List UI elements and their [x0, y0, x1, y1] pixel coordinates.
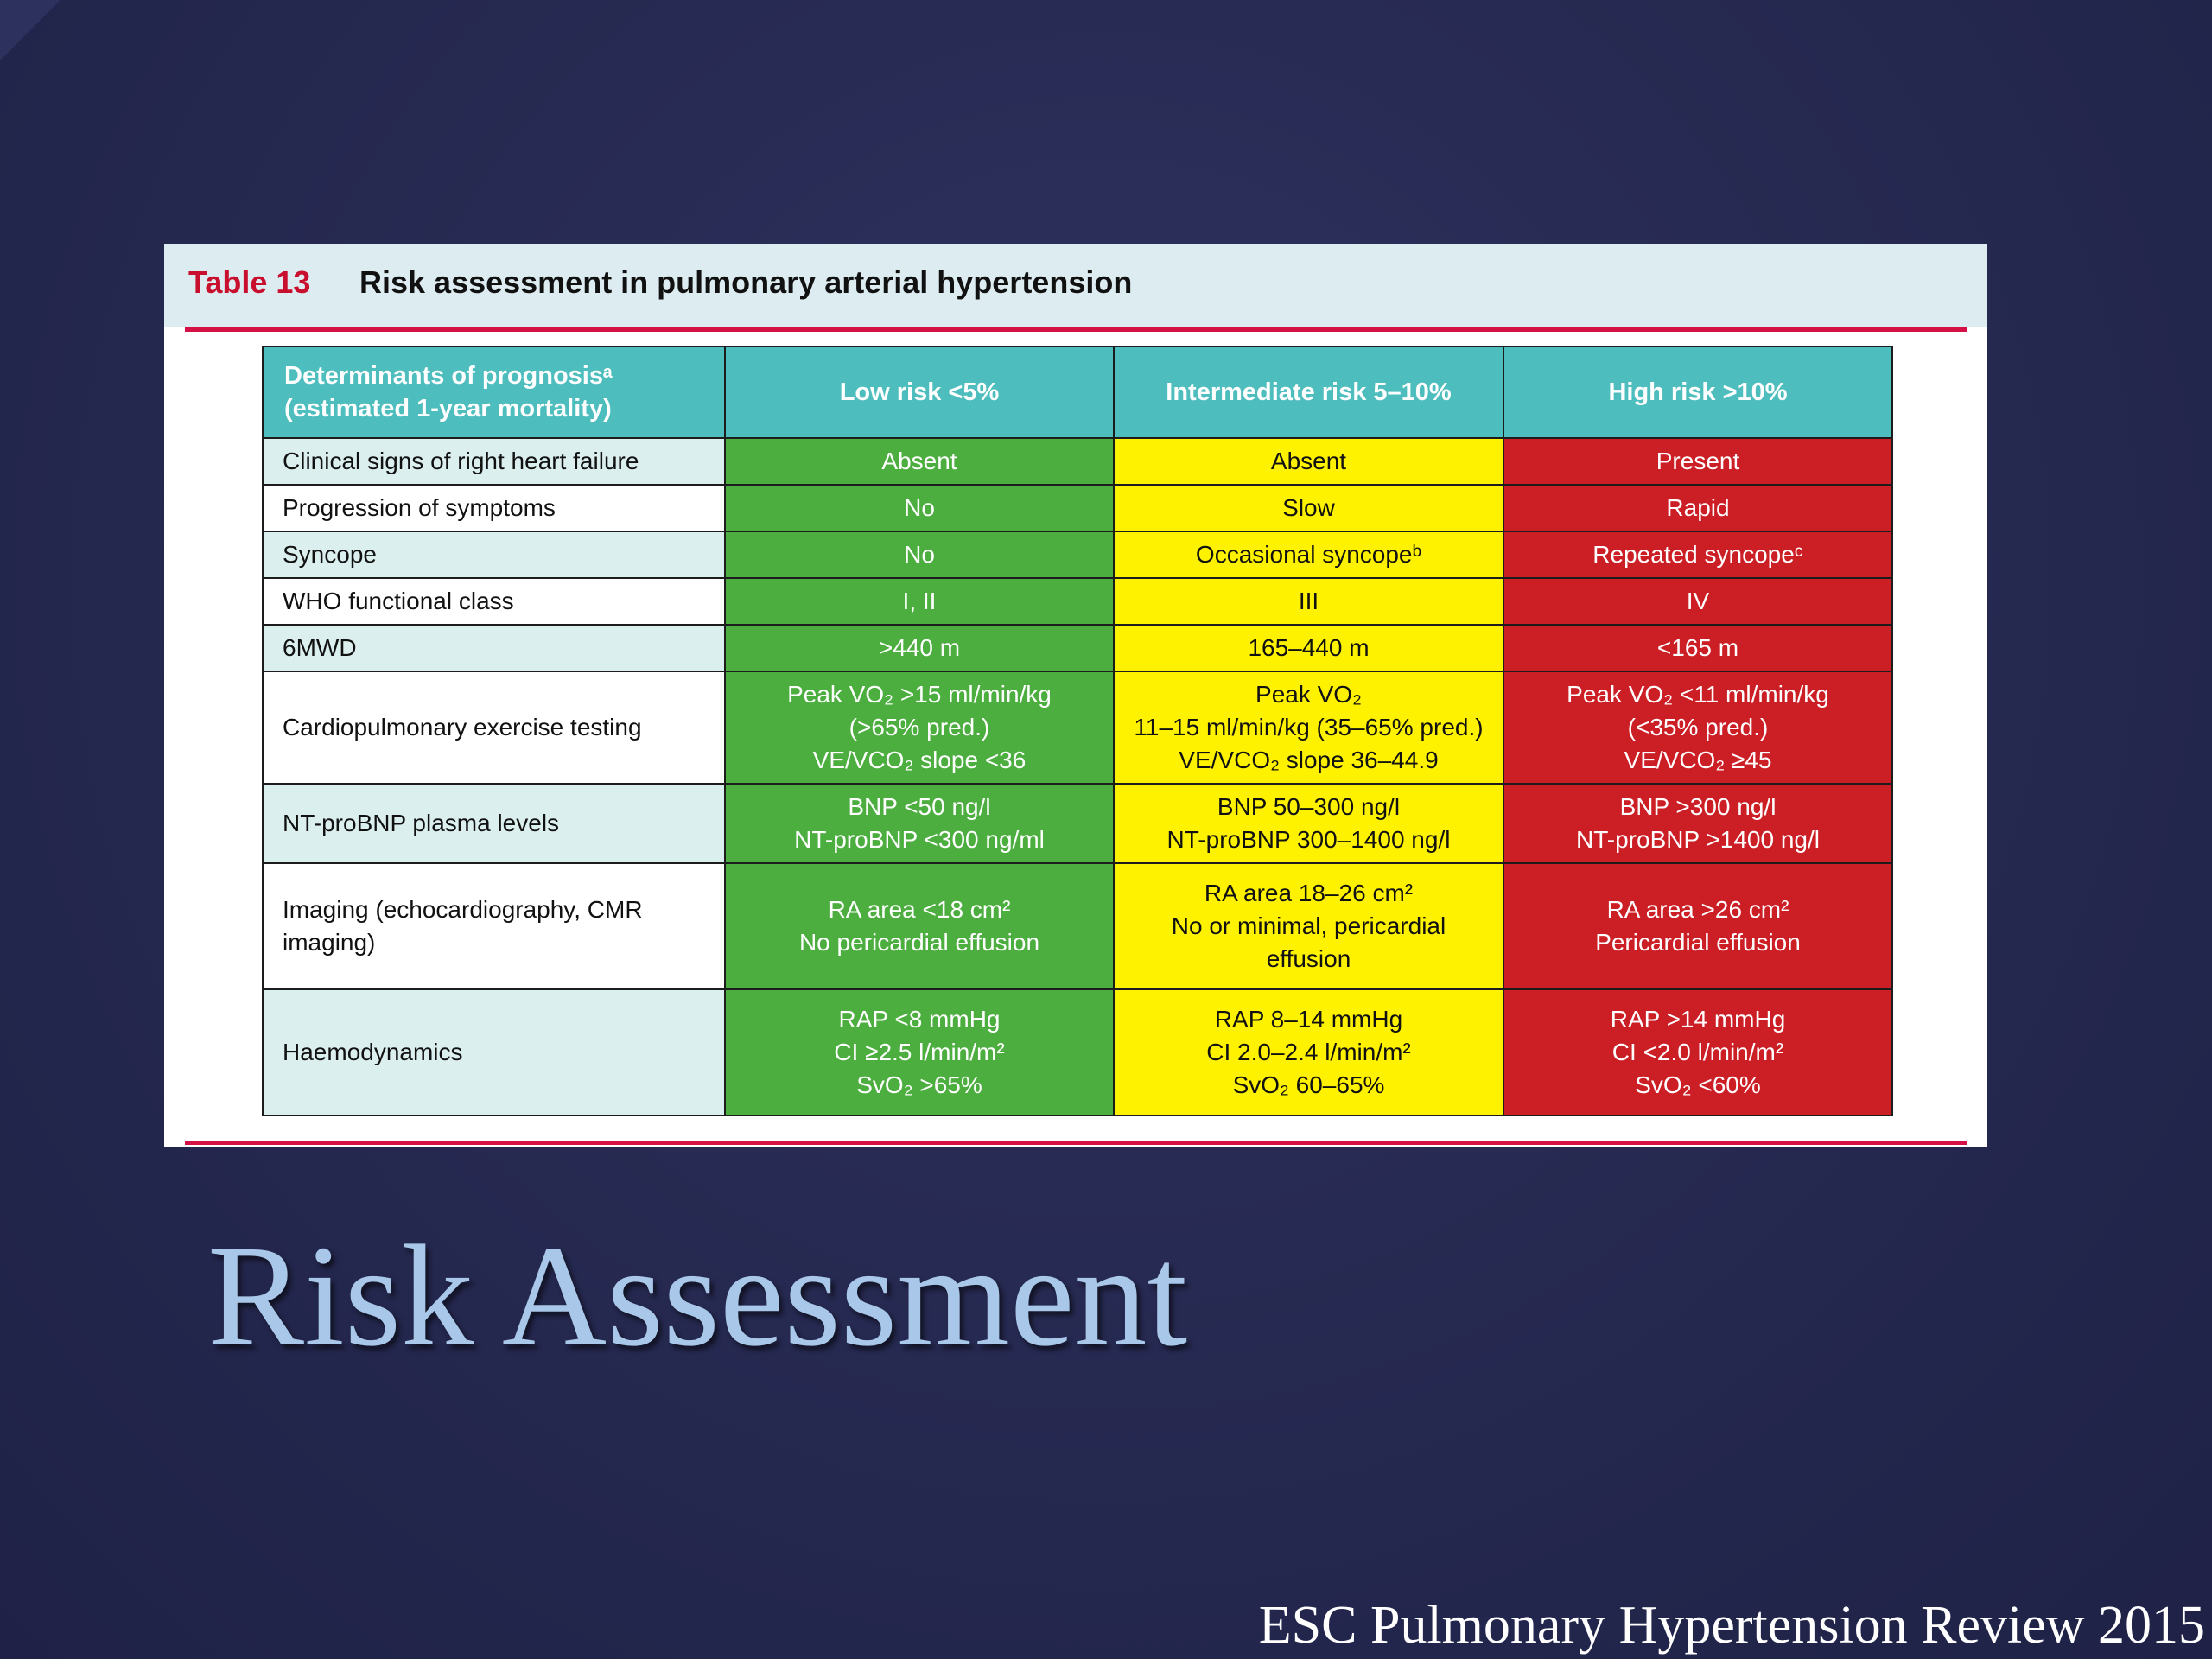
cell-line: (>65% pred.) [849, 714, 990, 741]
table-row [263, 863, 1892, 989]
cell-line: RA area >26 cm² [1606, 896, 1789, 923]
table-body [263, 438, 1892, 1116]
cell-line: VE/VCO₂ slope 36–44.9 [1179, 747, 1439, 773]
table-title: Risk assessment in pulmonary arterial hypertension [359, 264, 1133, 300]
cell-line: Present [1656, 448, 1740, 474]
low-risk-cell [725, 863, 1114, 989]
cell-line: RAP <8 mmHg [838, 1006, 1001, 1033]
intermediate-risk-cell [1114, 578, 1503, 625]
table-caption-bar [164, 244, 1987, 327]
cell-line: SvO₂ >65% [856, 1071, 982, 1098]
column-header-determinants [263, 346, 725, 438]
slide-footer: ESC Pulmonary Hypertension Review 2015 [1258, 1596, 2205, 1655]
intermediate-risk-cell [1114, 625, 1503, 671]
table-row [263, 625, 1892, 671]
cell-line: 165–440 m [1248, 634, 1370, 661]
cell-line: SvO₂ <60% [1635, 1071, 1761, 1098]
cell-line: Absent [1270, 448, 1347, 474]
slide-title: Risk Assessment [207, 1216, 1188, 1376]
cell-line: Occasional syncopeᵇ [1195, 541, 1422, 568]
table-row [263, 578, 1892, 625]
cell-line: IV [1686, 588, 1710, 614]
cell-line: Slow [1282, 494, 1335, 521]
cell-line: VE/VCO₂ slope <36 [812, 747, 1027, 773]
table-row [263, 989, 1892, 1116]
high-risk-cell [1503, 438, 1892, 485]
table-bottom-rule [185, 1141, 1967, 1145]
intermediate-risk-cell [1114, 485, 1503, 531]
cell-line: III [1298, 588, 1319, 614]
cell-line: Pericardial effusion [1595, 929, 1801, 956]
determinants-header-line: (estimated 1-year mortality) [284, 395, 612, 423]
high-risk-cell [1503, 863, 1892, 989]
low-risk-cell [725, 671, 1114, 784]
cell-line: <165 m [1656, 634, 1739, 661]
intermediate-risk-cell [1114, 863, 1503, 989]
table-row [263, 784, 1892, 863]
cell-line: BNP <50 ng/l [848, 793, 991, 820]
risk-table-card [164, 244, 1987, 1147]
cell-line: Absent [881, 448, 957, 474]
intermediate-risk-cell [1114, 671, 1503, 784]
low-risk-cell [725, 578, 1114, 625]
cell-line: 11–15 ml/min/kg (35–65% pred.) [1134, 714, 1484, 741]
row-label: Progression of symptoms [263, 485, 725, 531]
row-label: Imaging (echocardiography, CMR imaging) [263, 863, 725, 989]
cell-line: CI 2.0–2.4 l/min/m² [1206, 1039, 1411, 1065]
intermediate-risk-cell [1114, 989, 1503, 1116]
intermediate-risk-cell [1114, 784, 1503, 863]
column-header-low-risk: Low risk <5% [725, 346, 1114, 438]
row-label: Clinical signs of right heart failure [263, 438, 725, 485]
cell-line: RA area 18–26 cm² [1204, 880, 1414, 906]
cell-line: BNP 50–300 ng/l [1217, 793, 1401, 820]
cell-line: RAP >14 mmHg [1610, 1006, 1786, 1033]
cell-line: Rapid [1666, 494, 1730, 521]
low-risk-cell [725, 784, 1114, 863]
table-number: Table 13 [188, 264, 311, 300]
cell-line: RAP 8–14 mmHg [1214, 1006, 1403, 1033]
row-label: WHO functional class [263, 578, 725, 625]
cell-line: SvO₂ 60–65% [1232, 1071, 1385, 1098]
table-row [263, 531, 1892, 578]
cell-line: CI <2.0 l/min/m² [1611, 1039, 1784, 1065]
high-risk-cell [1503, 578, 1892, 625]
high-risk-cell [1503, 671, 1892, 784]
cell-line: >440 m [878, 634, 961, 661]
cell-line: VE/VCO₂ ≥45 [1624, 747, 1772, 773]
cell-line: Repeated syncopeᶜ [1592, 541, 1803, 568]
high-risk-cell [1503, 531, 1892, 578]
low-risk-cell [725, 485, 1114, 531]
slide-corner-decoration [0, 0, 60, 60]
cell-line: Peak VO₂ [1255, 681, 1362, 708]
column-header-intermediate-risk: Intermediate risk 5–10% [1114, 346, 1503, 438]
intermediate-risk-cell [1114, 531, 1503, 578]
cell-line: effusion [1266, 945, 1351, 972]
cell-line: (<35% pred.) [1627, 714, 1769, 741]
table-row [263, 438, 1892, 485]
cell-line: No pericardial effusion [798, 929, 1040, 956]
cell-line: No [904, 494, 935, 521]
cell-line: NT-proBNP >1400 ng/l [1576, 826, 1820, 853]
cell-line: Peak VO₂ <11 ml/min/kg [1567, 681, 1829, 708]
high-risk-cell [1503, 989, 1892, 1116]
caption-rule [185, 327, 1967, 332]
cell-line: No or minimal, pericardial [1171, 912, 1446, 939]
cell-line: I, II [902, 588, 937, 614]
determinants-header-line: Determinants of prognosisᵃ [284, 362, 613, 390]
cell-line: NT-proBNP <300 ng/ml [794, 826, 1045, 853]
cell-line: NT-proBNP 300–1400 ng/l [1166, 826, 1451, 853]
high-risk-cell [1503, 625, 1892, 671]
low-risk-cell [725, 625, 1114, 671]
cell-line: CI ≥2.5 l/min/m² [834, 1039, 1005, 1065]
table-row [263, 671, 1892, 784]
column-header-high-risk: High risk >10% [1503, 346, 1892, 438]
row-label: Cardiopulmonary exercise testing [263, 671, 725, 784]
row-label: NT-proBNP plasma levels [263, 784, 725, 863]
cell-line: RA area <18 cm² [828, 896, 1011, 923]
low-risk-cell [725, 531, 1114, 578]
row-label: Haemodynamics [263, 989, 725, 1116]
cell-line: No [904, 541, 935, 568]
high-risk-cell [1503, 485, 1892, 531]
low-risk-cell [725, 438, 1114, 485]
table-header-row [263, 346, 1892, 438]
row-label: 6MWD [263, 625, 725, 671]
cell-line: BNP >300 ng/l [1619, 793, 1777, 820]
cell-line: Peak VO₂ >15 ml/min/kg [787, 681, 1052, 708]
risk-assessment-table [262, 346, 1893, 1116]
table-row [263, 485, 1892, 531]
row-label: Syncope [263, 531, 725, 578]
intermediate-risk-cell [1114, 438, 1503, 485]
low-risk-cell [725, 989, 1114, 1116]
high-risk-cell [1503, 784, 1892, 863]
